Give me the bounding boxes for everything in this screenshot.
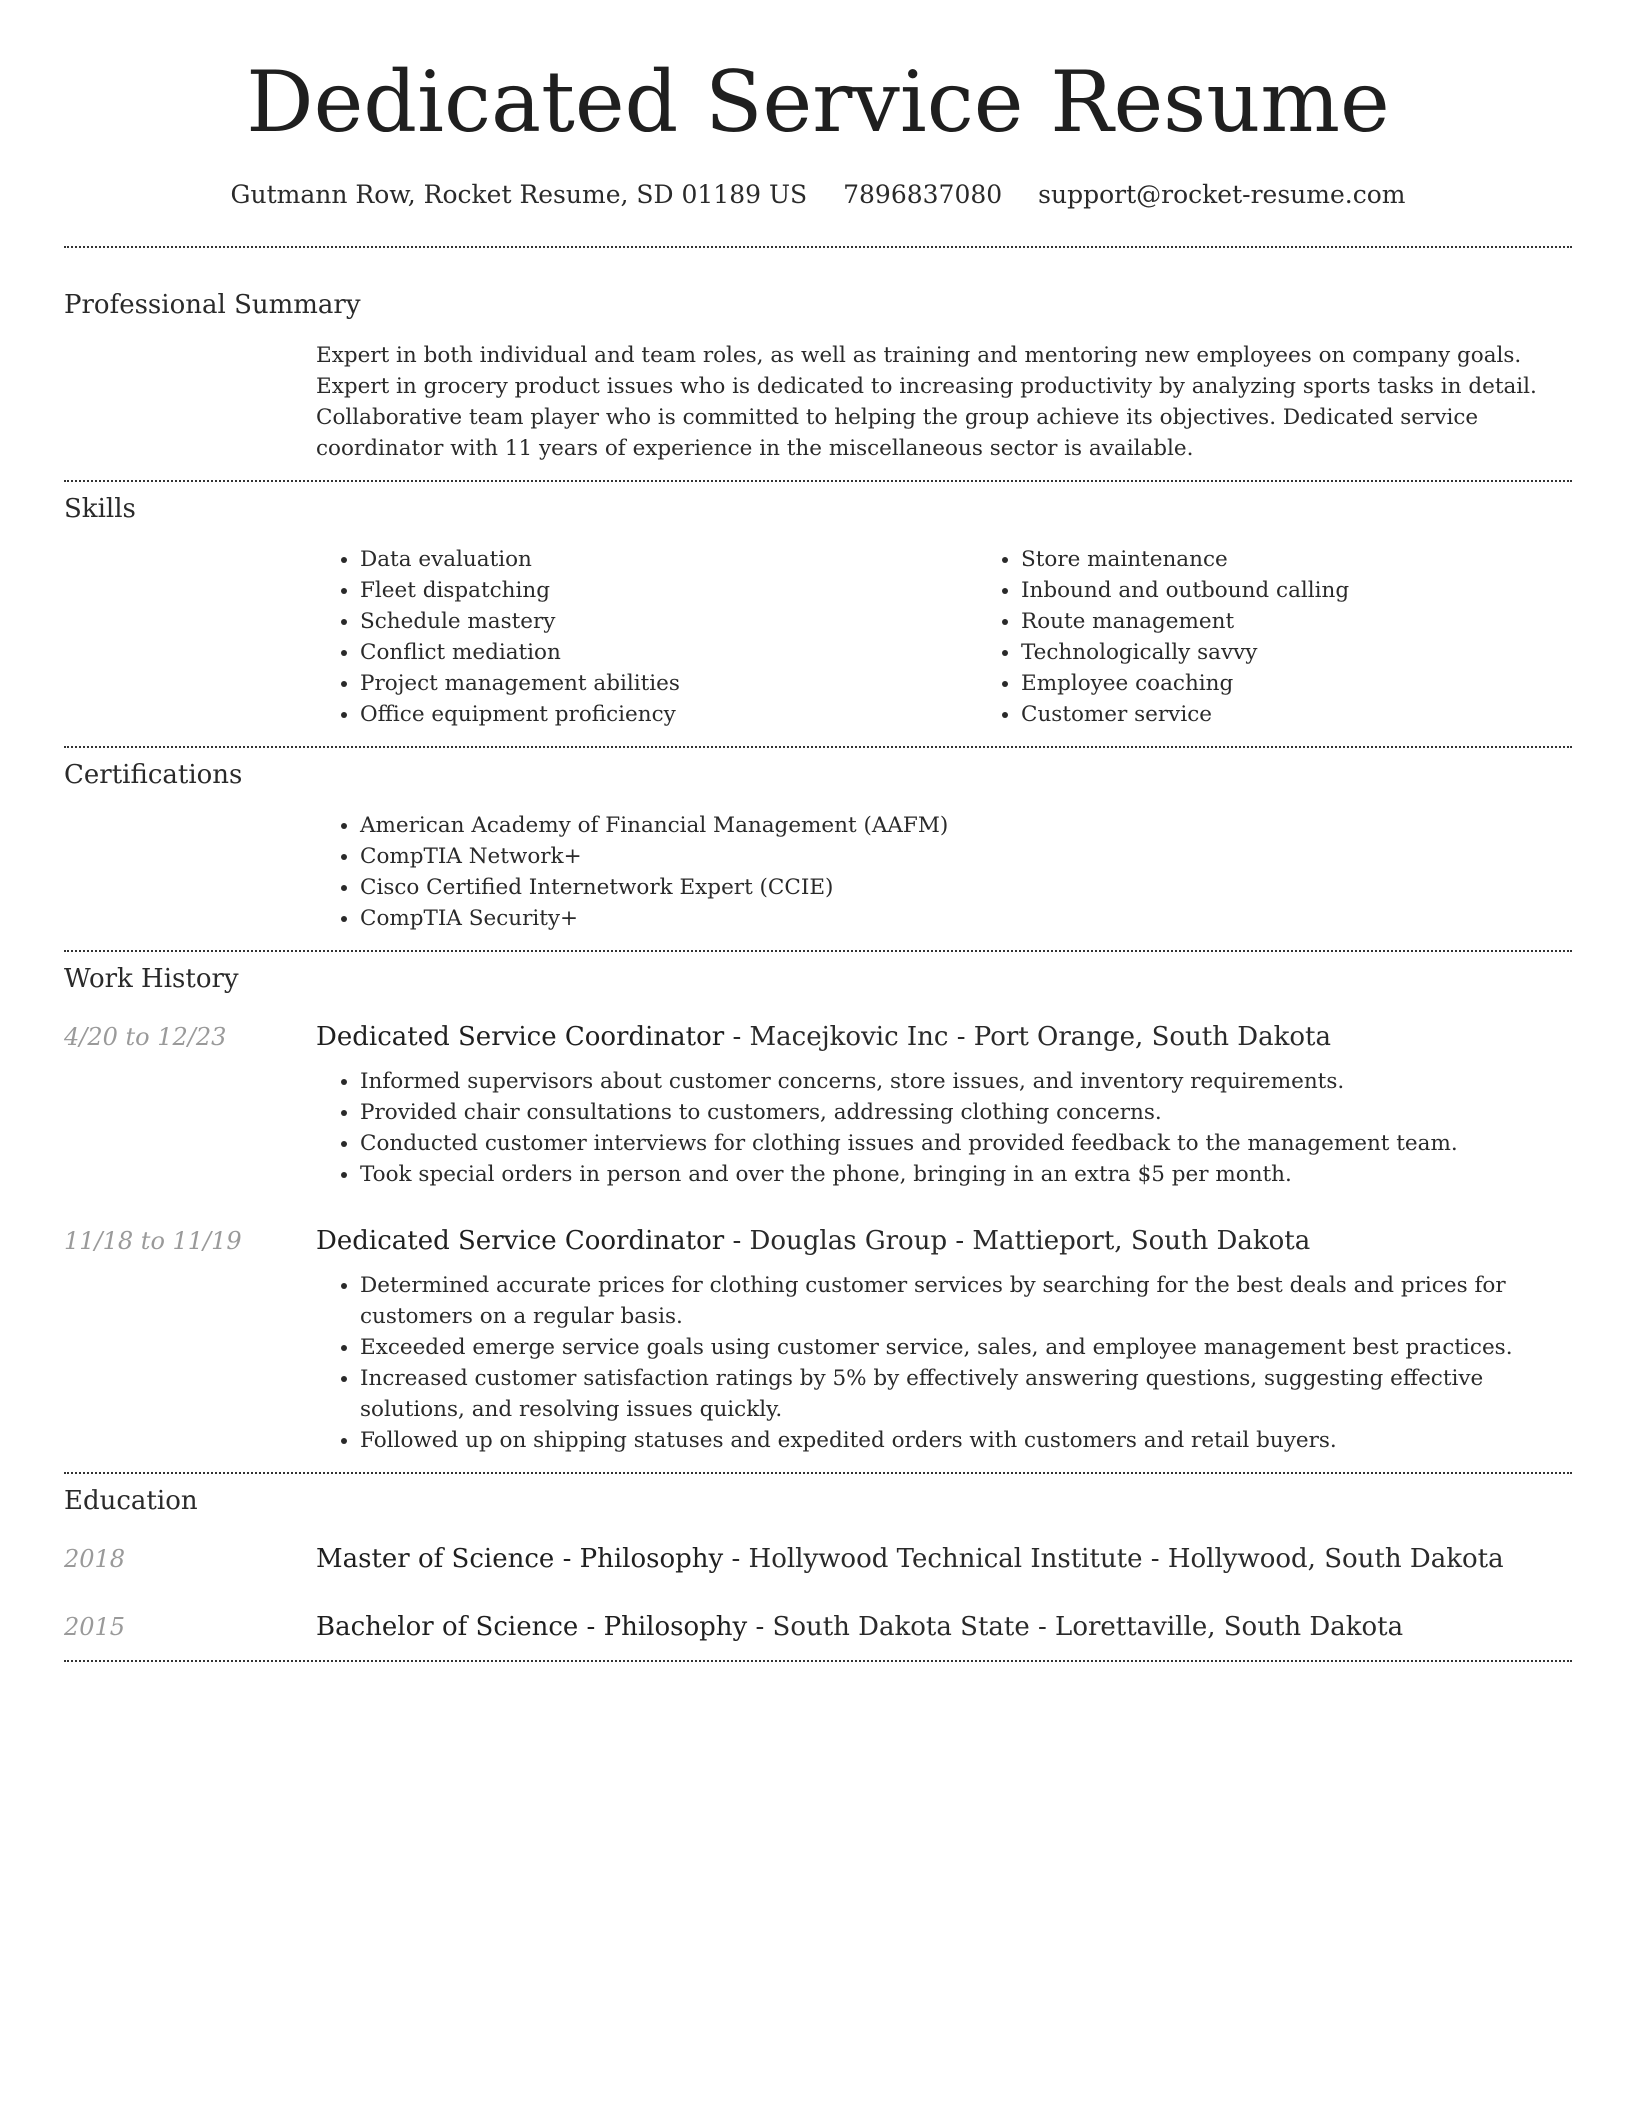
education-entry [64, 1542, 1572, 1576]
job-position: Dedicated Service Coordinator [316, 1022, 725, 1052]
job-entry [64, 1020, 1572, 1190]
skills-heading: Skills [64, 494, 136, 524]
work-heading: Work History [64, 964, 239, 994]
resume-page [64, 0, 1572, 1662]
resume-title: Dedicated Service Resume [246, 53, 1390, 151]
degree-name: Master of Science - Philosophy [316, 1544, 724, 1574]
list-item: • Informed supervisors about customer concerns, store issues, and inventory requirements. [360, 1066, 1572, 1097]
list-item: • Technologically savvy [1021, 637, 1632, 668]
list-item: • Fleet dispatching [360, 575, 977, 606]
list-item: • Determined accurate prices for clothing customer services by searching for the best deals and prices for customers on a regular basis. [360, 1270, 1572, 1332]
list-item: • CompTIA Security+ [360, 903, 1572, 934]
summary-section [64, 322, 1572, 464]
education-entry [64, 1610, 1572, 1644]
education-degree [316, 1610, 1572, 1644]
job-entry [64, 1224, 1572, 1456]
certifications-list [316, 810, 1572, 934]
list-item: • Exceeded emerge service goals using customer service, sales, and employee management best practices. [360, 1332, 1572, 1363]
list-item: • Cisco Certified Internetwork Expert (CCIE) [360, 872, 1572, 903]
divider [64, 1472, 1572, 1474]
divider [64, 1660, 1572, 1662]
list-item: • Data evaluation [360, 544, 977, 575]
list-item: • Inbound and outbound calling [1021, 575, 1632, 606]
job-title [316, 1020, 1572, 1054]
contact-phone: 7896837080 [843, 180, 1003, 209]
degree-school: - South Dakota State - Lorettaville, South Dakota [747, 1612, 1404, 1642]
degree-school: - Hollywood Technical Institute - Hollywood, South Dakota [723, 1544, 1504, 1574]
contact-line [64, 178, 1572, 212]
list-item: • Conducted customer interviews for clothing issues and provided feedback to the management team. [360, 1128, 1572, 1159]
contact-email: support@rocket-resume.com [1038, 180, 1406, 209]
certifications-heading: Certifications [64, 760, 243, 790]
job-title [316, 1224, 1572, 1258]
list-item: • American Academy of Financial Management (AAFM) [360, 810, 1572, 841]
certifications-section [64, 810, 1572, 934]
skills-list-left [316, 544, 977, 730]
list-item: • Provided chair consultations to customers, addressing clothing concerns. [360, 1097, 1572, 1128]
job-company: - Macejkovic Inc - Port Orange, South Dakota [724, 1022, 1331, 1052]
degree-name: Bachelor of Science - Philosophy [316, 1612, 748, 1642]
list-item: • Schedule mastery [360, 606, 977, 637]
divider [64, 746, 1572, 748]
list-item: • Followed up on shipping statuses and expedited orders with customers and retail buyers. [360, 1425, 1572, 1456]
education-year: 2018 [64, 1545, 126, 1573]
job-bullets [316, 1066, 1572, 1190]
job-dates: 11/18 to 11/19 [64, 1227, 242, 1255]
summary-text: Expert in both individual and team roles, as well as training and mentoring new employees on company goals. Expert in grocery product issues who is dedicated to increasing productivity by analyzing sports tasks in detail. Collaborative team player who is committed to helping the group achieve its objectives. Dedicated service coordinator with 11 years of experience in the miscellaneous sector is available. [316, 343, 1537, 461]
list-item: • Store maintenance [1021, 544, 1632, 575]
list-item: • Office equipment proficiency [360, 699, 977, 730]
divider [64, 480, 1572, 482]
summary-heading: Professional Summary [64, 290, 361, 320]
contact-address: Gutmann Row, Rocket Resume, SD 01189 US [230, 180, 808, 209]
list-item: • Project management abilities [360, 668, 977, 699]
list-item: • Increased customer satisfaction ratings by 5% by effectively answering questions, suggesting effective solutions, and resolving issues quickly. [360, 1363, 1572, 1425]
job-bullets [316, 1270, 1572, 1456]
list-item: • Conflict mediation [360, 637, 977, 668]
list-item: • Took special orders in person and over the phone, bringing in an extra $5 per month. [360, 1159, 1572, 1190]
list-item: • Employee coaching [1021, 668, 1632, 699]
job-dates: 4/20 to 12/23 [64, 1023, 227, 1051]
education-heading: Education [64, 1486, 198, 1516]
skills-list-right [977, 544, 1632, 730]
education-year: 2015 [64, 1613, 126, 1641]
job-company: - Douglas Group - Mattieport, South Dakota [724, 1226, 1311, 1256]
divider [64, 950, 1572, 952]
divider [64, 246, 1572, 248]
education-degree [316, 1542, 1572, 1576]
job-position: Dedicated Service Coordinator [316, 1226, 725, 1256]
list-item: • Route management [1021, 606, 1632, 637]
list-item: • Customer service [1021, 699, 1632, 730]
list-item: • CompTIA Network+ [360, 841, 1572, 872]
skills-section [64, 544, 1572, 730]
